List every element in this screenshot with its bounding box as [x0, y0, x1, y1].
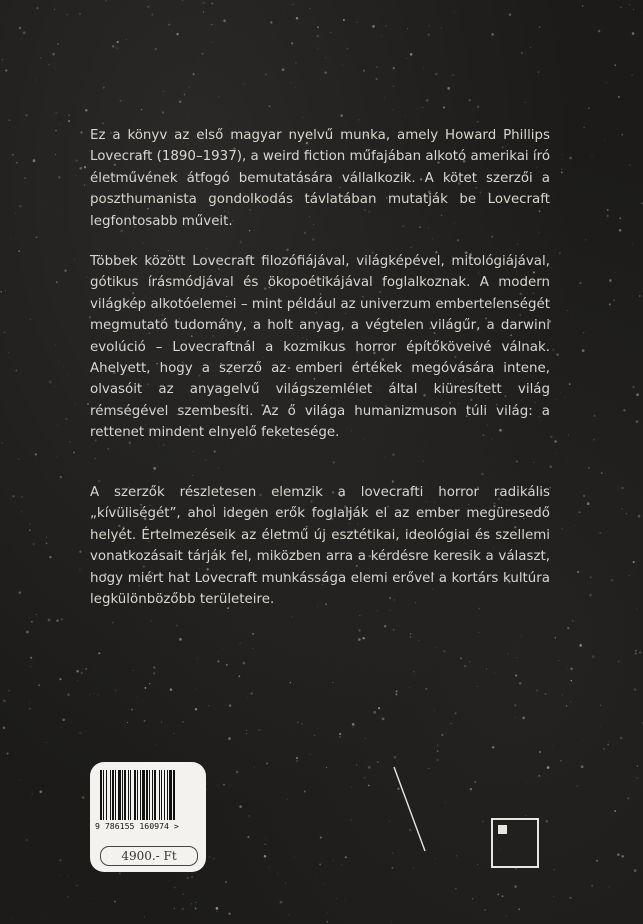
paragraph-3-text: A szerzők részletesen elemzik a lovecrafti horror radikális „kívüliségét”, ahol idegen erők foglalják el az ember megüresedő helyét. Értelmezéseik az életmű új esztétikai, ideológiai és szellemi vonatkozásait tárják fel, miközben arra a kérdésre keresik a választ, hogy miért hat Lovecraft munkássága elemi erővel a kortárs kultúra legkülönbözőbb területeire. — [90, 485, 550, 608]
paragraph-2-text: Többek között Lovecraft filozófiájával, világképével, mitológiájával, gótikus írásmódjával és ökopoétikájával foglalkoznak. A modern világkép alkotóelemei – mint például az univerzum embertelenségét megmutató tudomány, a holt anyag, a végtelen világűr, a darwini evolúció – Lovecraftnál a kozmikus horror építőköveivé válnak. Ahelyett, hogy a szerző az emberi értékek megóvására intene, olvasóit az anyagelvű világszemlélet által kiüresített világ rémségével szembesíti. Az ő világa humanizmuson túli világ: a rettenet mindent elnyelő feketesége. — [90, 254, 550, 441]
description-paragraph-1 — [90, 125, 550, 232]
price-sticker — [90, 762, 206, 872]
price-label: 4900.- Ft — [100, 846, 198, 866]
paragraph-1-text: Ez a könyv az első magyar nyelvű munka, amely Howard Phillips Lovecraft (1890–1937), a weird fiction műfajában alkotó amerikai író életművének átfogó bemutatására vállalkozik. A kötet szerzői a poszthumanista gondolkodás távlatában mutatják be Lovecraft legfontosabb műveit. — [90, 128, 551, 229]
description-paragraph-3 — [90, 482, 550, 610]
barcode-icon — [98, 770, 198, 822]
square-logo-icon — [490, 817, 540, 869]
isbn-digits: 9 786155 160974 > — [95, 821, 179, 831]
diagonal-line-mark — [390, 765, 430, 855]
description-paragraph-2 — [90, 251, 550, 444]
